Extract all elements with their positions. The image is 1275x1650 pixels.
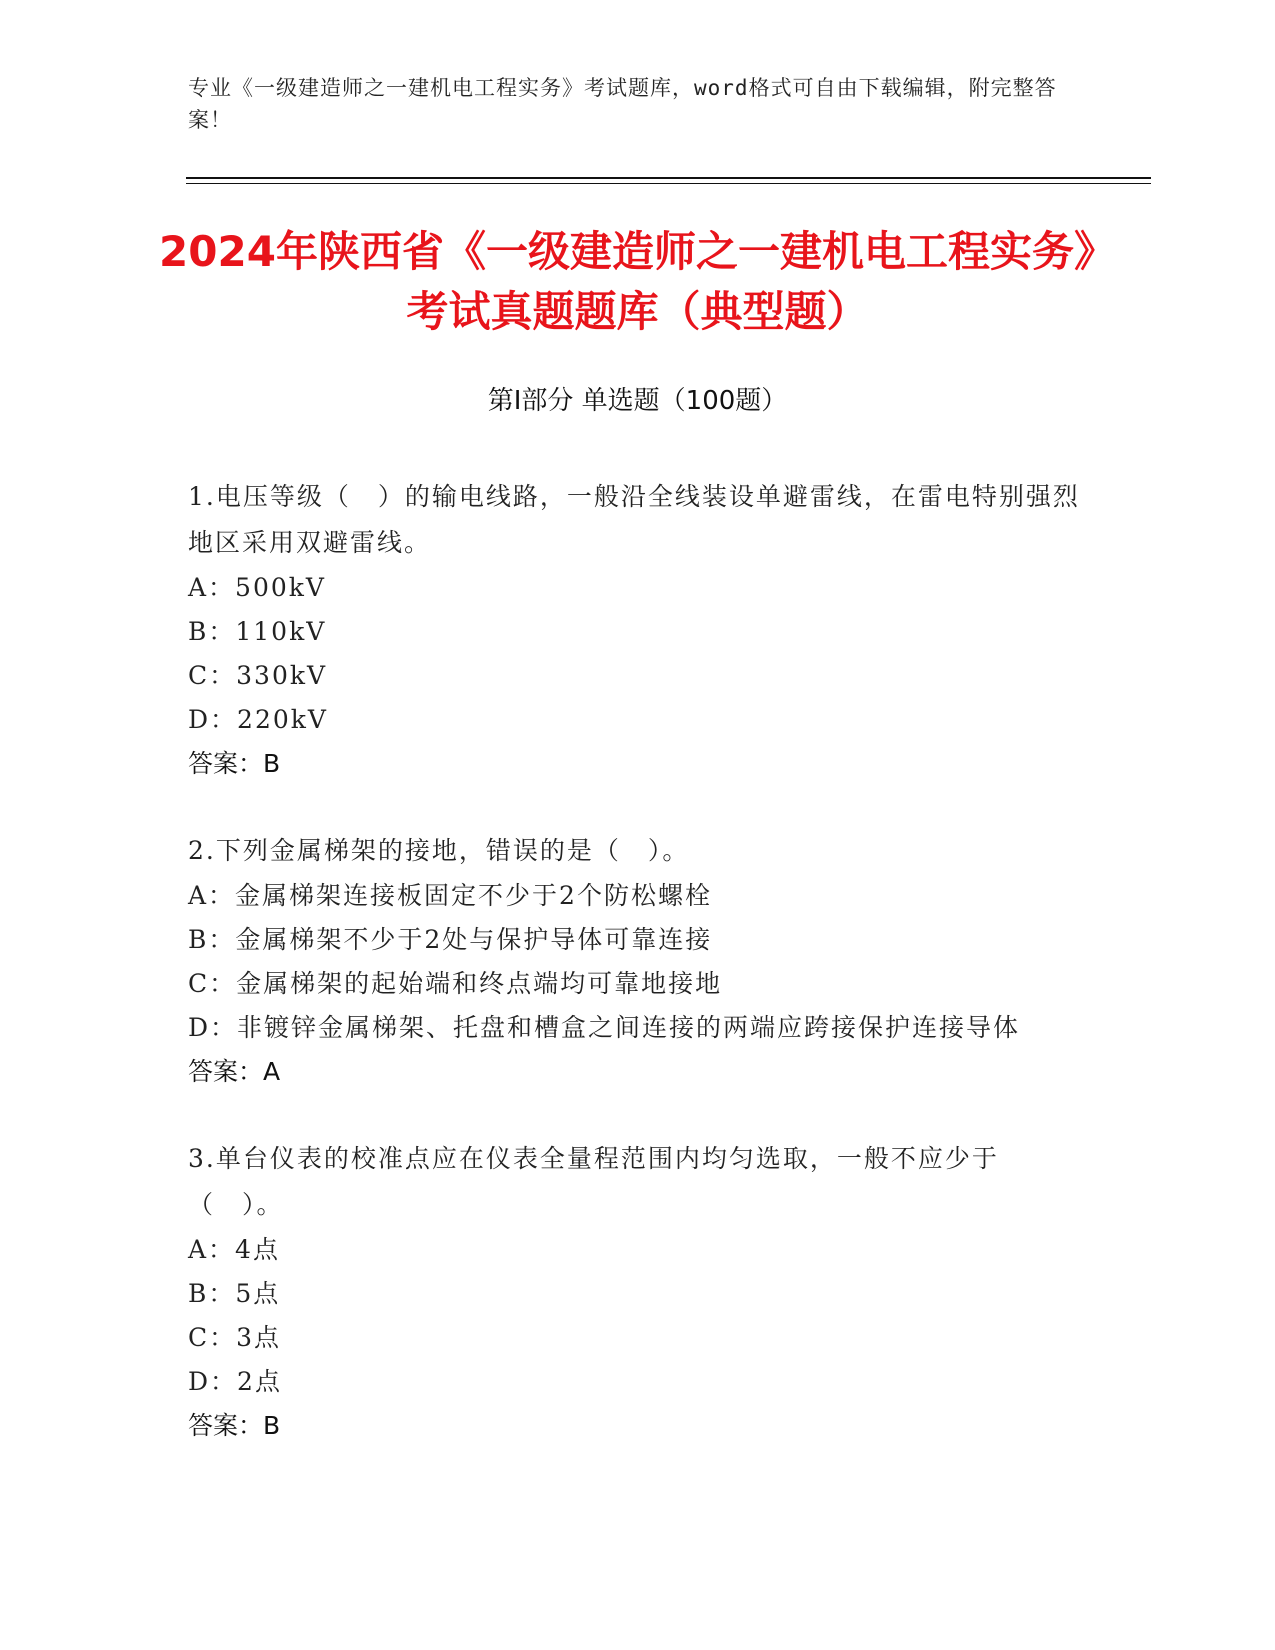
option-a: A：金属梯架连接板固定不少于2个防松螺栓 [188, 881, 712, 910]
question-1 [188, 474, 1088, 786]
answer-line: 答案：B [188, 1411, 281, 1440]
option-b: B：110kV [188, 617, 327, 646]
header-note: 专业《一级建造师之一建机电工程实务》考试题库，word格式可自由下载编辑，附完整答案！ [188, 76, 1057, 132]
option-b: B：金属梯架不少于2处与保护导体可靠连接 [188, 925, 713, 954]
header-divider-thick [186, 177, 1151, 179]
option-c: C：金属梯架的起始端和终点端均可靠地接地 [188, 969, 723, 998]
question-stem: 1.电压等级（ ）的输电线路，一般沿全线装设单避雷线，在雷电特别强烈地区采用双避雷线。 [188, 482, 1080, 557]
option-d: D：220kV [188, 705, 328, 734]
option-d: D：2点 [188, 1367, 282, 1396]
section-heading: 第I部分 单选题（100题） [487, 386, 788, 416]
question-stem: 3.单台仪表的校准点应在仪表全量程范围内均匀选取，一般不应少于（ ）。 [188, 1144, 999, 1219]
answer-line: 答案：A [188, 1057, 281, 1086]
option-a: A：500kV [188, 573, 326, 602]
option-b: B：5点 [188, 1279, 281, 1308]
option-c: C：3点 [188, 1323, 282, 1352]
option-c: C：330kV [188, 661, 328, 690]
document-title: 2024年陕西省《一级建造师之一建机电工程实务》考试真题题库（典型题） [159, 227, 1116, 336]
question-list [188, 474, 1088, 1490]
question-2 [188, 828, 1088, 1094]
question-stem: 2.下列金属梯架的接地，错误的是（ ）。 [188, 836, 690, 865]
question-3 [188, 1136, 1088, 1448]
answer-line: 答案：B [188, 749, 281, 778]
option-d: D：非镀锌金属梯架、托盘和槽盒之间连接的两端应跨接保护连接导体 [188, 1013, 1021, 1042]
option-a: A：4点 [188, 1235, 280, 1264]
header-divider-thin [186, 183, 1151, 184]
